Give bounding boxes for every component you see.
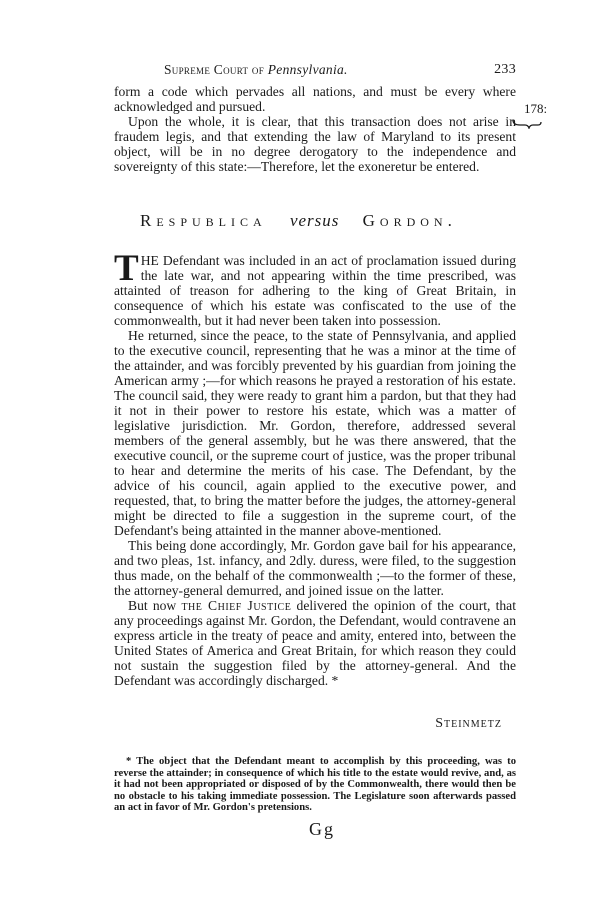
continuation-paragraph-1: form a code which pervades all nations, and must be every where acknowledged and pursued. <box>114 84 516 114</box>
footnote-text: * The object that the Defendant meant to accomplish by this proceeding, was to reverse the attainder; in consequence of which his title to the estate would revive, and, as it had not been appropriated or disposed of by the Commonwealth, there would then be no obstacle to his taking immediate possession. The Legislature soon afterwards passed an act in favor of Mr. Gordon's pretensions. <box>114 756 516 813</box>
book-page <box>114 62 516 840</box>
reporter-signature: Steinmetz <box>435 716 502 731</box>
case-paragraph-4 <box>114 598 516 688</box>
drop-cap: T <box>114 248 139 289</box>
case-title-plaintiff: Respublica <box>140 211 267 230</box>
continuation-paragraph-2: Upon the whole, it is clear, that this transaction does not arise in fraudem legis, and that extending the law of Maryland to its present object, will be in no degree derogatory to the independence and sovereignty of this state:—Therefore, let the exoneretur be entered. <box>114 114 516 174</box>
case-paragraph-2: He returned, since the peace, to the state of Pennsylvania, and applied to the executive council, representing that he was a minor at the time of the attainder, and was forcibly prevented by his guardian from joining the American army ;—for which reasons he prayed a restoration of his estate. The council said, they were ready to grant him a pardon, but that they had it not in their power to restore his estate, which was a matter of legislative jurisdiction. Mr. Gordon, therefore, addressed several members of the general assembly, but he was there answered, that the executive council, or the supreme court of justice, was the proper tribunal to hear and determine the merits of his case. The Defendant, by the advice of his council, again applied to the executive power, and requested, that, to bring the matter before the judges, the attorney-general might be directed to file a suggestion in the supreme court, of the Defendant's being attainted in the manner above-mentioned. <box>114 328 516 538</box>
printer-signature-mark: Gg <box>309 818 335 839</box>
margin-year-note: 178: <box>524 101 548 116</box>
case-paragraph-3: This being done accordingly, Mr. Gordon gave bail for his appearance, and two pleas, 1st. infancy, and 2dly. duress, were filed, to the suggestion thus made, on the behalf of the commonwealth ;—to the former of these, the attorney-general demurred, and joined issue on the latter. <box>114 538 516 598</box>
running-title <box>164 62 348 78</box>
case-title-versus: versus <box>289 211 340 230</box>
running-title-italic: Pennsylvania. <box>267 62 348 77</box>
margin-brace-icon <box>512 119 542 129</box>
page-number: 233 <box>494 62 516 77</box>
footnote <box>114 756 516 814</box>
opinion-body: delivered the opinion of the court, that any proceedings against Mr. Gordon, the Defendant, would contravene an express article in the treaty of peace and amity, entered into, between the United States of America and Great Britain, for which reason they could not sustain the suggestion filed by the attorney-general. And the Defendant was accordingly discharged. * <box>114 598 516 688</box>
case-title <box>114 211 516 231</box>
opinion-prefix: But now <box>128 598 177 613</box>
case-paragraph-1-text: HE Defendant was included in an act of proclamation issued during the late war, and not appearing within the time prescribed, was attainted of treason for adhering to the king of Great Britain, in consequence of which his estate was confiscated to the use of the commonwealth, but it had never been taken into possession. <box>114 253 516 328</box>
case-paragraph-1 <box>114 248 516 328</box>
running-head <box>114 62 516 84</box>
running-title-text: Supreme Court of <box>164 62 265 77</box>
chief-justice-label: the Chief Justice <box>181 598 292 613</box>
case-title-defendant: Gordon. <box>362 211 457 230</box>
